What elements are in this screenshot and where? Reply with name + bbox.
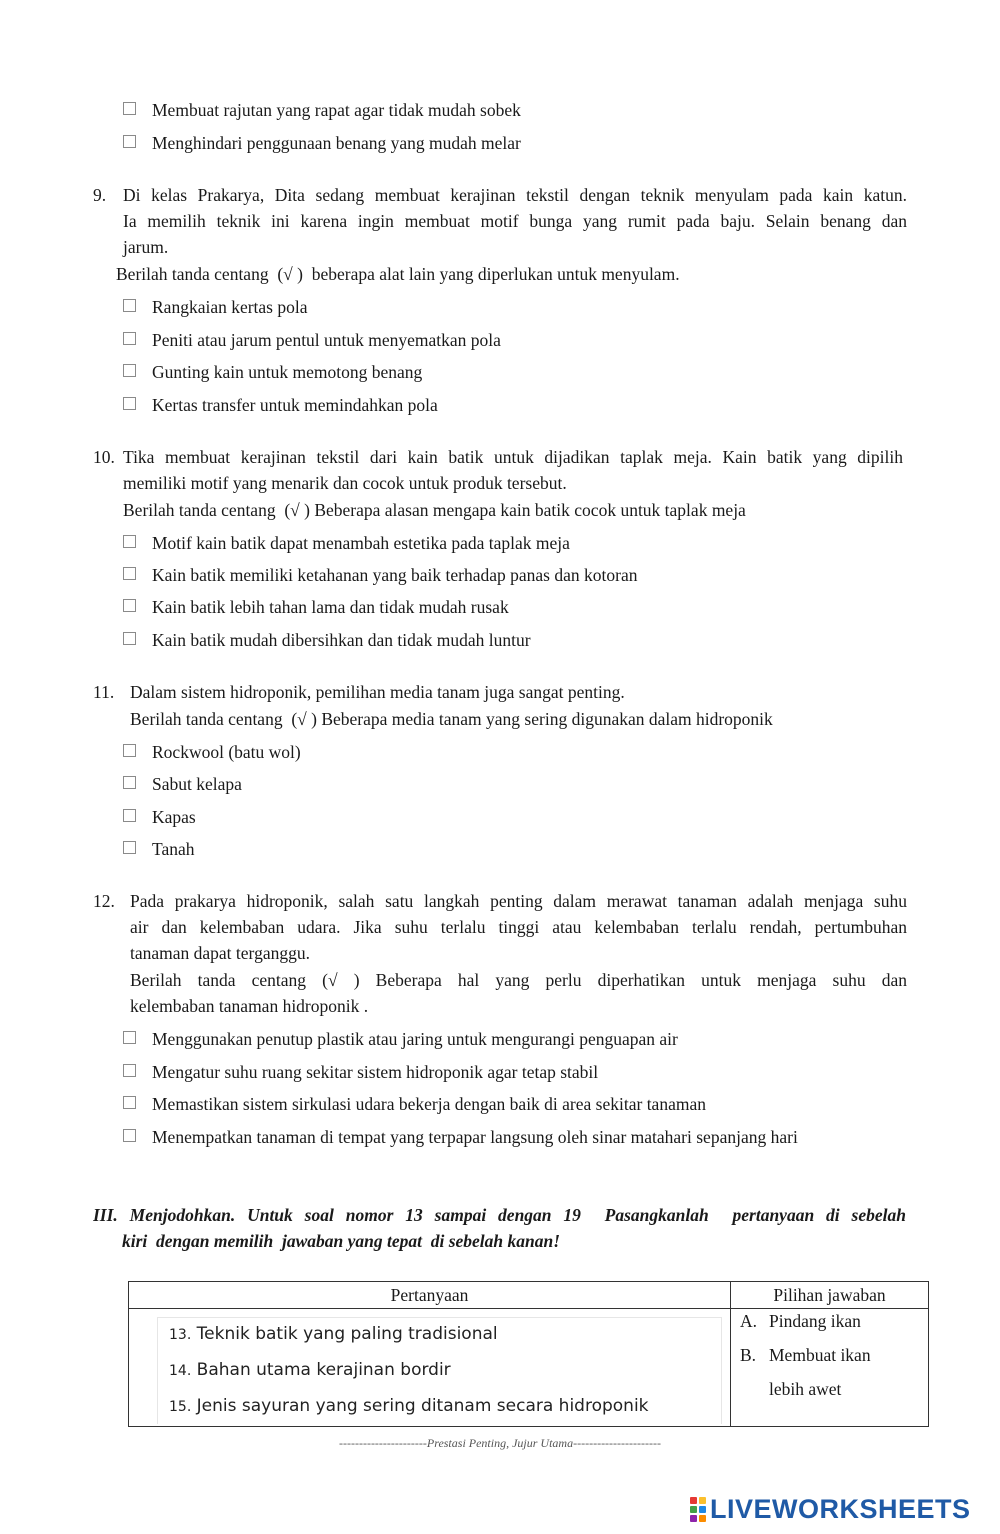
question-text-line: memiliki motif yang menarik dan cocok untuk produk tersebut. [123, 473, 567, 493]
question-text-line: air dan kelembaban udara. Jika suhu terlalu tinggi atau kelembaban terlalu rendah, pertumbuhan [130, 917, 907, 937]
checkbox-option[interactable] [123, 773, 242, 795]
checkbox-option[interactable] [123, 596, 509, 618]
liveworksheets-logo[interactable] [690, 1494, 971, 1524]
option-text: Gunting kain untuk memotong benang [152, 361, 423, 382]
match-question-number: 14. [169, 1363, 192, 1379]
question-instruction: Berilah tanda centang (√ ) Beberapa media tanam yang sering digunakan dalam hidroponik [130, 709, 773, 729]
checkbox-option[interactable] [123, 741, 301, 763]
option-text: Kain batik memiliki ketahanan yang baik terhadap panas dan kotoran [152, 564, 638, 585]
checkbox[interactable] [123, 135, 136, 148]
match-question-text: Jenis sayuran yang sering ditanam secara hidroponik [196, 1396, 649, 1416]
option-text: Kain batik lebih tahan lama dan tidak mudah rusak [152, 596, 509, 617]
option-text: Tanah [152, 838, 195, 859]
question-text-line: Dalam sistem hidroponik, pemilihan media tanam juga sangat penting. [130, 682, 625, 702]
checkbox[interactable] [123, 809, 136, 822]
checkbox[interactable] [123, 776, 136, 789]
checkbox[interactable] [123, 1064, 136, 1077]
matching-table [128, 1281, 929, 1427]
answer-option[interactable]: Pindang ikan [769, 1311, 861, 1331]
logo-tile [690, 1515, 697, 1522]
option-text: Kertas transfer untuk memindahkan pola [152, 394, 438, 415]
answer-label: B. [740, 1345, 757, 1365]
question-text-line: Tika membuat kerajinan tekstil dari kain batik untuk dijadikan taplak meja. Kain batik yang dipilih [123, 447, 903, 467]
question-text-line: tanaman dapat terganggu. [130, 943, 310, 963]
option-text: Peniti atau jarum pentul untuk menyematkan pola [152, 329, 501, 350]
logo-text: LIVEWORKSHEETS [710, 1493, 971, 1524]
checkbox-option[interactable] [123, 1126, 798, 1148]
answer-option[interactable]: Membuat ikan [769, 1345, 871, 1365]
question-number: 11. [93, 682, 115, 702]
option-text: Kapas [152, 806, 196, 827]
option-text: Sabut kelapa [152, 773, 242, 794]
checkbox-option[interactable] [123, 1093, 706, 1115]
question-number: 9. [93, 185, 107, 205]
checkbox-option[interactable] [123, 629, 531, 651]
option-text: Rockwool (batu wol) [152, 741, 301, 762]
checkbox[interactable] [123, 1129, 136, 1142]
option-text: Motif kain batik dapat menambah estetika pada taplak meja [152, 532, 570, 553]
checkbox-option[interactable] [123, 99, 521, 121]
checkbox[interactable] [123, 299, 136, 312]
checkbox-option[interactable] [123, 806, 196, 828]
checkbox[interactable] [123, 397, 136, 410]
option-text: Menghindari penggunaan benang yang mudah melar [152, 132, 521, 153]
checkbox-option[interactable] [123, 296, 308, 318]
match-question-number: 13. [169, 1327, 192, 1343]
question-text-line: Ia memilih teknik ini karena ingin membuat motif bunga yang rumit pada baju. Selain benang dan [123, 211, 907, 231]
checkbox[interactable] [123, 841, 136, 854]
question-instruction: Berilah tanda centang (√ ) beberapa alat lain yang diperlukan untuk menyulam. [116, 264, 680, 284]
table-header-answer: Pilihan jawaban [731, 1282, 929, 1309]
questions-cell [129, 1309, 731, 1427]
match-question-text: Teknik batik yang paling tradisional [196, 1324, 498, 1344]
checkbox-option[interactable] [123, 564, 637, 586]
logo-tile [699, 1506, 706, 1513]
option-text: Mengatur suhu ruang sekitar sistem hidroponik agar tetap stabil [152, 1061, 599, 1082]
checkbox[interactable] [123, 744, 136, 757]
question-instruction: kelembaban tanaman hidroponik . [130, 996, 369, 1016]
footer-motto: ----------------------Prestasi Penting, Jujur Utama---------------------- [338, 1436, 662, 1450]
checkbox[interactable] [123, 535, 136, 548]
match-question-text: Bahan utama kerajinan bordir [196, 1360, 451, 1380]
question-number: 10. [93, 447, 115, 467]
option-text: Membuat rajutan yang rapat agar tidak mudah sobek [152, 99, 521, 120]
option-text: Kain batik mudah dibersihkan dan tidak mudah luntur [152, 629, 531, 650]
section-heading: III. Menjodohkan. Untuk soal nomor 13 sampai dengan 19 Pasangkanlah pertanyaan di sebelah [93, 1205, 906, 1225]
section-heading: kiri dengan memilih jawaban yang tepat di sebelah kanan! [122, 1231, 561, 1251]
checkbox[interactable] [123, 332, 136, 345]
logo-tile [690, 1497, 697, 1504]
question-text-line: Di kelas Prakarya, Dita sedang membuat kerajinan tekstil dengan teknik menyulam pada kain katun. [123, 185, 907, 205]
question-instruction: Berilah tanda centang (√ ) Beberapa hal yang perlu diperhatikan untuk menjaga suhu dan [130, 970, 907, 990]
match-question[interactable] [169, 1360, 451, 1380]
checkbox-option[interactable] [123, 1061, 598, 1083]
logo-mark-icon [690, 1497, 706, 1522]
logo-tile [690, 1506, 697, 1513]
checkbox-option[interactable] [123, 532, 570, 554]
checkbox-option[interactable] [123, 132, 521, 154]
question-text-line: jarum. [123, 237, 169, 257]
question-text-line: Pada prakarya hidroponik, salah satu langkah penting dalam merawat tanaman adalah menjaga suhu [130, 891, 907, 911]
checkbox[interactable] [123, 102, 136, 115]
question-number: 12. [93, 891, 115, 911]
checkbox[interactable] [123, 364, 136, 377]
answers-cell [731, 1309, 929, 1427]
logo-tile [699, 1497, 706, 1504]
match-question[interactable] [169, 1324, 498, 1344]
option-text: Menempatkan tanaman di tempat yang terpapar langsung oleh sinar matahari sepanjang hari [152, 1126, 798, 1147]
table-header-question: Pertanyaan [129, 1282, 731, 1309]
checkbox-option[interactable] [123, 361, 422, 383]
checkbox-option[interactable] [123, 838, 195, 860]
checkbox[interactable] [123, 1096, 136, 1109]
option-text: Menggunakan penutup plastik atau jaring untuk mengurangi penguapan air [152, 1028, 678, 1049]
question-instruction: Berilah tanda centang (√ ) Beberapa alasan mengapa kain batik cocok untuk taplak meja [123, 500, 746, 520]
checkbox[interactable] [123, 599, 136, 612]
checkbox[interactable] [123, 1031, 136, 1044]
checkbox-option[interactable] [123, 394, 438, 416]
option-text: Rangkaian kertas pola [152, 296, 308, 317]
question-list [157, 1317, 722, 1424]
checkbox-option[interactable] [123, 1028, 678, 1050]
answer-label: A. [740, 1311, 758, 1331]
option-text: Memastikan sistem sirkulasi udara bekerja dengan baik di area sekitar tanaman [152, 1093, 706, 1114]
answer-option-continued: lebih awet [769, 1379, 842, 1399]
match-question[interactable] [169, 1396, 649, 1416]
checkbox[interactable] [123, 632, 136, 645]
logo-tile [699, 1515, 706, 1522]
match-question-number: 15. [169, 1399, 192, 1415]
checkbox-option[interactable] [123, 329, 501, 351]
checkbox[interactable] [123, 567, 136, 580]
